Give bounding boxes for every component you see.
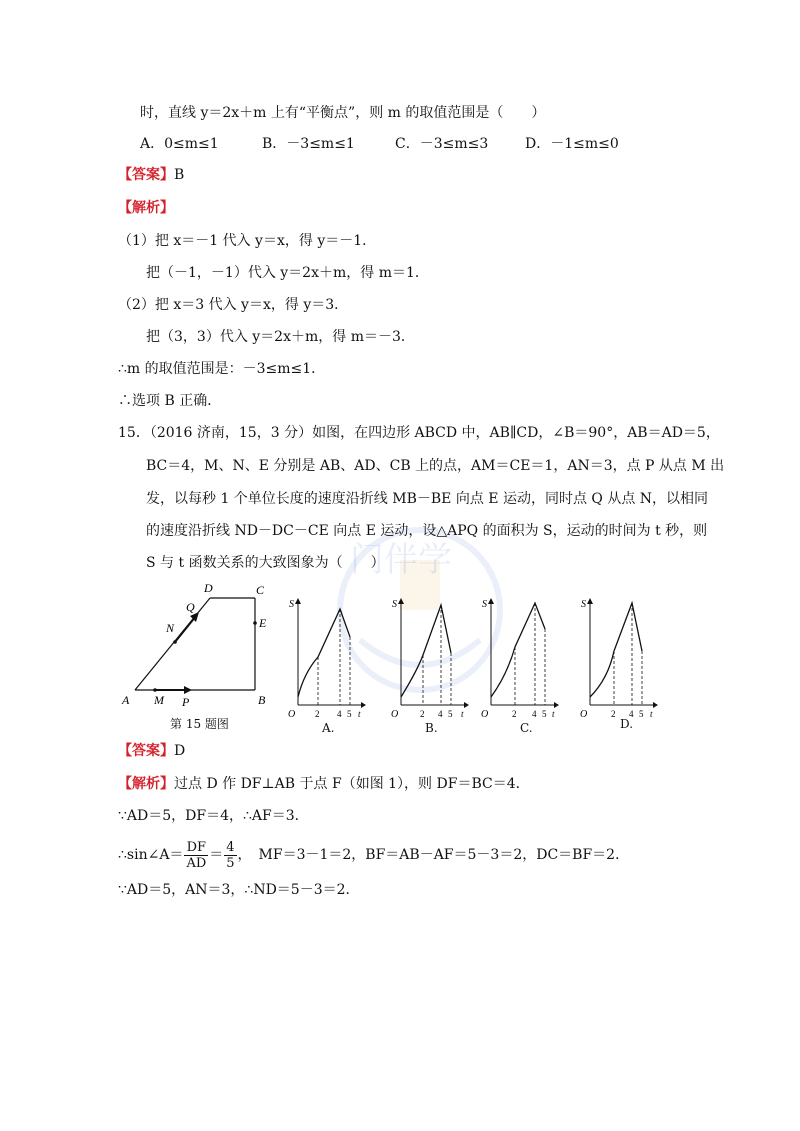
label-B: B <box>258 693 266 707</box>
graph-b-origin: O <box>391 709 399 720</box>
q15-answer-tag: 【答案】 <box>118 743 174 759</box>
label-Q: Q <box>186 600 195 614</box>
graph-d-tick-5: 5 <box>639 709 644 719</box>
graph-a-tick-4: 4 <box>337 709 342 719</box>
graph-a-origin: O <box>288 709 296 720</box>
q14-step-2: 把（－1，－1）代入 y＝2x＋m，得 m＝1． <box>146 265 429 281</box>
graph-b <box>389 593 473 721</box>
graph-c-x-label: t <box>552 709 555 719</box>
fraction-numerator: DF <box>184 840 208 856</box>
graph-d <box>578 593 662 721</box>
q15-last-line: ∵AD＝5，AN＝3，∴ND＝5－3＝2． <box>118 882 360 898</box>
graph-a-caption: A. <box>322 721 335 735</box>
sin-suffix: ， MF＝3－1＝2，BF＝AB－AF＝5－3＝2，DC＝BF＝2． <box>237 847 630 863</box>
q15-analysis-first: 过点 D 作 DF⊥AB 于点 F（如图 1），则 DF＝BC＝4． <box>174 776 530 792</box>
graph-a <box>286 593 370 721</box>
graph-a-y-label: S <box>289 599 294 610</box>
q15-answer-line <box>118 741 185 761</box>
q15-line-4: 的速度沿折线 ND－DC－CE 向点 E 运动，设△APQ 的面积为 S，运动的时间为 t 秒，则 <box>146 523 708 539</box>
sin-prefix: ∴sin∠A＝ <box>118 847 184 863</box>
q14-option-a: A．0≤m≤1 <box>140 136 219 152</box>
label-D: D <box>204 581 213 595</box>
graph-d-y-label: S <box>581 599 586 610</box>
graph-d-caption: D. <box>620 717 634 731</box>
q15-answer: D <box>174 743 186 759</box>
q14-step-4: 把（3，3）代入 y＝2x＋m，得 m＝－3． <box>146 329 415 345</box>
q14-option-d: D．－1≤m≤0 <box>525 136 619 152</box>
q14-analysis-tag: 【解析】 <box>118 200 174 216</box>
graph-b-y-label: S <box>392 599 397 610</box>
graph-c-caption: C. <box>520 721 533 735</box>
graph-c-origin: O <box>481 709 489 720</box>
q14-step-1: （1）把 x＝－1 代入 y＝x，得 y＝－1． <box>118 233 377 249</box>
graph-b-tick-5: 5 <box>448 709 453 719</box>
label-A: A <box>122 693 130 707</box>
graph-c-tick-2: 2 <box>512 709 517 719</box>
q14-step-3: （2）把 x＝3 代入 y＝x，得 y＝3． <box>118 297 349 313</box>
q14-step-5: ∴m 的取值范围是：－3≤m≤1． <box>118 361 326 377</box>
q15-line-1: 15．（2016 济南，15，3 分）如图，在四边形 ABCD 中，AB∥CD，∠B＝90°，AB＝AD＝5， <box>118 425 720 441</box>
q14-analysis-heading <box>118 198 174 218</box>
q15-sin-line <box>118 838 629 872</box>
q14-option-b: B．－3≤m≤1 <box>262 136 355 152</box>
fraction-df-ad <box>184 840 208 871</box>
q15-line-2: BC＝4，M、N、E 分别是 AB、AD、CB 上的点，AM＝CE＝1，AN＝3，点 P 从点 M 出 <box>146 458 725 474</box>
q14-answer: B <box>174 167 185 183</box>
graph-b-tick-2: 2 <box>420 709 425 719</box>
graph-b-tick-4: 4 <box>438 709 443 719</box>
q15-analysis-line <box>118 774 530 794</box>
graph-d-tick-4: 4 <box>629 709 634 719</box>
sin-equals: ＝ <box>209 847 224 863</box>
graph-d-tick-2: 2 <box>611 709 616 719</box>
q14-answer-tag: 【答案】 <box>118 167 174 183</box>
q14-option-c: C．－3≤m≤3 <box>395 136 489 152</box>
fraction-denominator: AD <box>186 855 207 871</box>
q14-stem-tail: 时，直线 y＝2x＋m 上有“平衡点”，则 m 的取值范围是（ ） <box>140 105 546 121</box>
q14-answer-line <box>118 165 184 185</box>
q15-analysis-tag: 【解析】 <box>118 776 174 792</box>
q15-line-5: S 与 t 函数关系的大致图象为（ ） <box>146 555 385 571</box>
graph-d-x-label: t <box>650 709 653 719</box>
label-C: C <box>256 583 265 597</box>
graph-b-x-label: t <box>461 709 464 719</box>
figure-caption: 第 15 题图 <box>170 717 229 731</box>
fraction-4-5 <box>224 840 236 871</box>
label-P: P <box>182 695 190 709</box>
watermark-text: 门伴学 <box>350 540 452 580</box>
graph-c <box>479 593 563 721</box>
q15-step-1: ∵AD＝5，DF＝4，∴AF＝3． <box>118 808 309 824</box>
label-N: N <box>166 621 175 635</box>
graph-c-tick-4: 4 <box>532 709 537 719</box>
graph-a-tick-2: 2 <box>315 709 320 719</box>
q15-line-3: 发，以每秒 1 个单位长度的速度沿折线 MB－BE 向点 E 运动，同时点 Q 从点 N，以相同 <box>146 491 709 507</box>
label-E: E <box>259 616 267 630</box>
graph-d-origin: O <box>580 709 588 720</box>
fraction-numerator: 4 <box>226 839 235 855</box>
label-M: M <box>154 693 164 707</box>
graph-a-tick-5: 5 <box>347 709 352 719</box>
graph-b-caption: B. <box>425 721 438 735</box>
graph-c-tick-5: 5 <box>542 709 547 719</box>
fraction-denominator: 5 <box>226 855 235 871</box>
graph-c-y-label: S <box>482 599 487 610</box>
graph-a-x-label: t <box>358 709 361 719</box>
q14-step-6: ∴选项 B 正确． <box>118 393 222 409</box>
quadrilateral-figure <box>120 578 280 718</box>
